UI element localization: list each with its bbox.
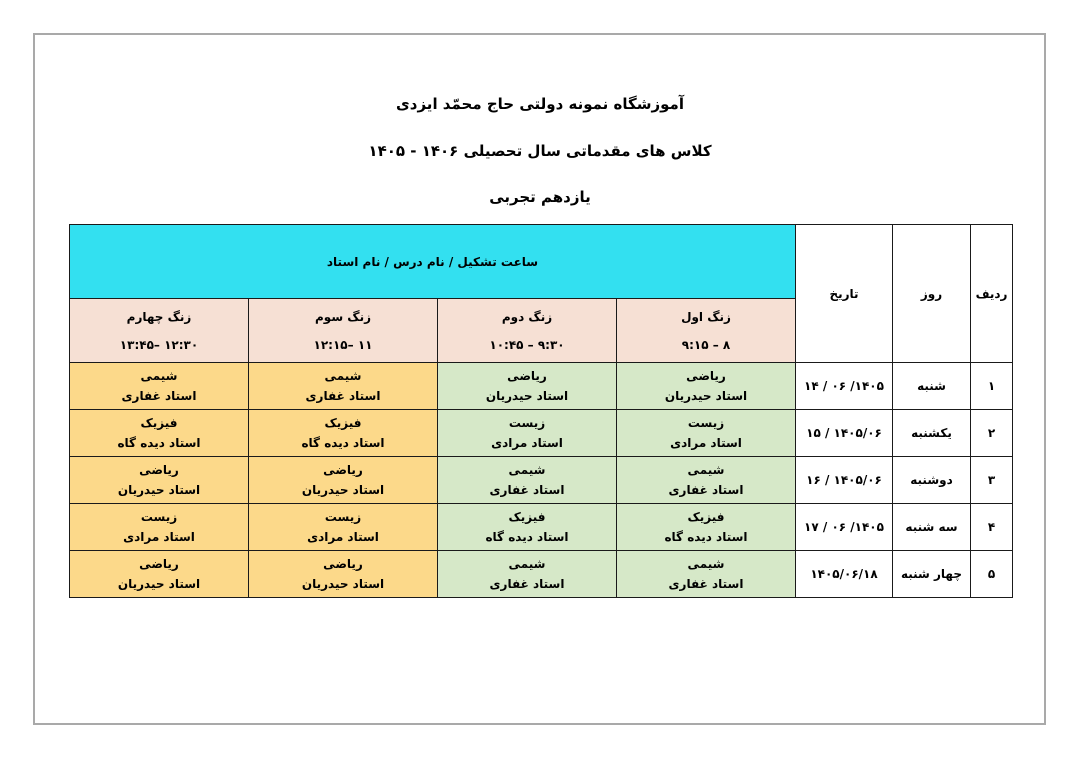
bell-name: زنگ اول [681, 309, 731, 324]
slot-teacher: استاد غفاری [489, 483, 565, 497]
bell-header-3 [249, 299, 438, 363]
slot-subject: فیزیک [140, 416, 178, 430]
slot-cell [249, 410, 438, 457]
slot-teacher: استاد غفاری [489, 577, 565, 591]
slot-subject: ریاضی [139, 463, 179, 477]
row-date: ۱۴۰۵/ ۰۶ / ۱۴ [796, 363, 893, 410]
table-row [70, 457, 1013, 504]
slot-teacher: استاد دیده گاه [664, 530, 748, 544]
slot-cell [249, 504, 438, 551]
row-date: ۱۴۰۵/ ۰۶ / ۱۷ [796, 504, 893, 551]
slot-teacher: استاد حیدریان [664, 389, 748, 403]
slot-subject: ریاضی [323, 463, 363, 477]
slot-teacher: استاد غفاری [121, 389, 197, 403]
slot-cell [438, 457, 617, 504]
slot-cell [438, 363, 617, 410]
slot-teacher: استاد مرادی [491, 436, 563, 450]
slot-teacher: استاد مرادی [307, 530, 379, 544]
bell-header-4 [70, 299, 249, 363]
bell-header-1 [617, 299, 796, 363]
slot-teacher: استاد دیده گاه [485, 530, 569, 544]
slot-cell [249, 457, 438, 504]
slot-subject: ریاضی [507, 369, 547, 383]
row-day: چهار شنبه [893, 551, 971, 598]
slot-subject: شیمی [687, 557, 725, 571]
slot-teacher: استاد حیدریان [301, 483, 385, 497]
slot-subject: شیمی [687, 463, 725, 477]
slot-teacher: استاد غفاری [668, 577, 744, 591]
row-date: ۱۴۰۵/۰۶ / ۱۶ [796, 457, 893, 504]
slot-cell [617, 363, 796, 410]
main-header: ساعت تشکیل / نام درس / نام استاد [70, 225, 796, 299]
slot-teacher: استاد حیدریان [301, 577, 385, 591]
slot-subject: فیزیک [687, 510, 725, 524]
slot-teacher: استاد مرادی [123, 530, 195, 544]
header-row [70, 225, 1013, 299]
slot-cell [249, 363, 438, 410]
slot-cell [70, 457, 249, 504]
row-date: ۱۴۰۵/۰۶ / ۱۵ [796, 410, 893, 457]
slot-teacher: استاد دیده گاه [301, 436, 385, 450]
col-header-row-number: ردیف [971, 225, 1013, 363]
slot-teacher: استاد دیده گاه [117, 436, 201, 450]
slot-teacher: استاد حیدریان [485, 389, 569, 403]
row-day: یکشنبه [893, 410, 971, 457]
table-row [70, 410, 1013, 457]
slot-cell [70, 551, 249, 598]
slot-subject: فیزیک [324, 416, 362, 430]
table-row [70, 551, 1013, 598]
row-number: ۱ [971, 363, 1013, 410]
slot-subject: زیست [508, 416, 546, 430]
slot-cell [438, 551, 617, 598]
slot-subject: شیمی [508, 557, 546, 571]
bell-name: زنگ چهارم [126, 309, 192, 324]
slot-teacher: استاد حیدریان [117, 577, 201, 591]
slot-subject: زیست [140, 510, 178, 524]
slot-subject: ریاضی [139, 557, 179, 571]
slot-cell [617, 410, 796, 457]
slot-cell [438, 504, 617, 551]
slot-subject: شیمی [324, 369, 362, 383]
slot-teacher: استاد غفاری [668, 483, 744, 497]
bell-name: زنگ سوم [315, 309, 371, 324]
bell-time: ۹:۳۰ – ۱۰:۴۵ [489, 337, 565, 352]
bell-time: ۸ – ۹:۱۵ [681, 337, 731, 352]
slot-subject: فیزیک [508, 510, 546, 524]
slot-cell [617, 551, 796, 598]
bell-time: ۱۲:۳۰ –۱۳:۴۵ [119, 337, 199, 352]
slot-teacher: استاد غفاری [305, 389, 381, 403]
slot-teacher: استاد مرادی [670, 436, 742, 450]
slot-cell [70, 504, 249, 551]
slot-cell [70, 410, 249, 457]
bell-name: زنگ دوم [501, 309, 553, 324]
slot-teacher: استاد حیدریان [117, 483, 201, 497]
slot-subject: زیست [324, 510, 362, 524]
slot-subject: شیمی [140, 369, 178, 383]
slot-subject: ریاضی [323, 557, 363, 571]
grade-title: یازدهم تجربی [489, 188, 591, 206]
bell-time: ۱۱ –۱۲:۱۵ [313, 337, 373, 352]
slot-cell [617, 457, 796, 504]
row-number: ۴ [971, 504, 1013, 551]
row-number: ۲ [971, 410, 1013, 457]
table-row [70, 363, 1013, 410]
slot-cell [438, 410, 617, 457]
slot-subject: ریاضی [686, 369, 726, 383]
bell-header-2 [438, 299, 617, 363]
row-day: شنبه [893, 363, 971, 410]
row-day: دوشنبه [893, 457, 971, 504]
slot-cell [70, 363, 249, 410]
row-number: ۵ [971, 551, 1013, 598]
col-header-date: تاریخ [796, 225, 893, 363]
slot-cell [617, 504, 796, 551]
schedule-table [69, 224, 1013, 598]
col-header-day: روز [893, 225, 971, 363]
row-number: ۳ [971, 457, 1013, 504]
classes-title: کلاس های مقدماتی سال تحصیلی ۱۴۰۶ - ۱۴۰۵ [368, 142, 712, 160]
row-date: ۱۴۰۵/۰۶/۱۸ [796, 551, 893, 598]
school-title: آموزشگاه نمونه دولتی حاج محمّد ایزدی [396, 95, 684, 113]
table-row [70, 504, 1013, 551]
slot-subject: زیست [687, 416, 725, 430]
slot-cell [249, 551, 438, 598]
slot-subject: شیمی [508, 463, 546, 477]
row-day: سه شنبه [893, 504, 971, 551]
